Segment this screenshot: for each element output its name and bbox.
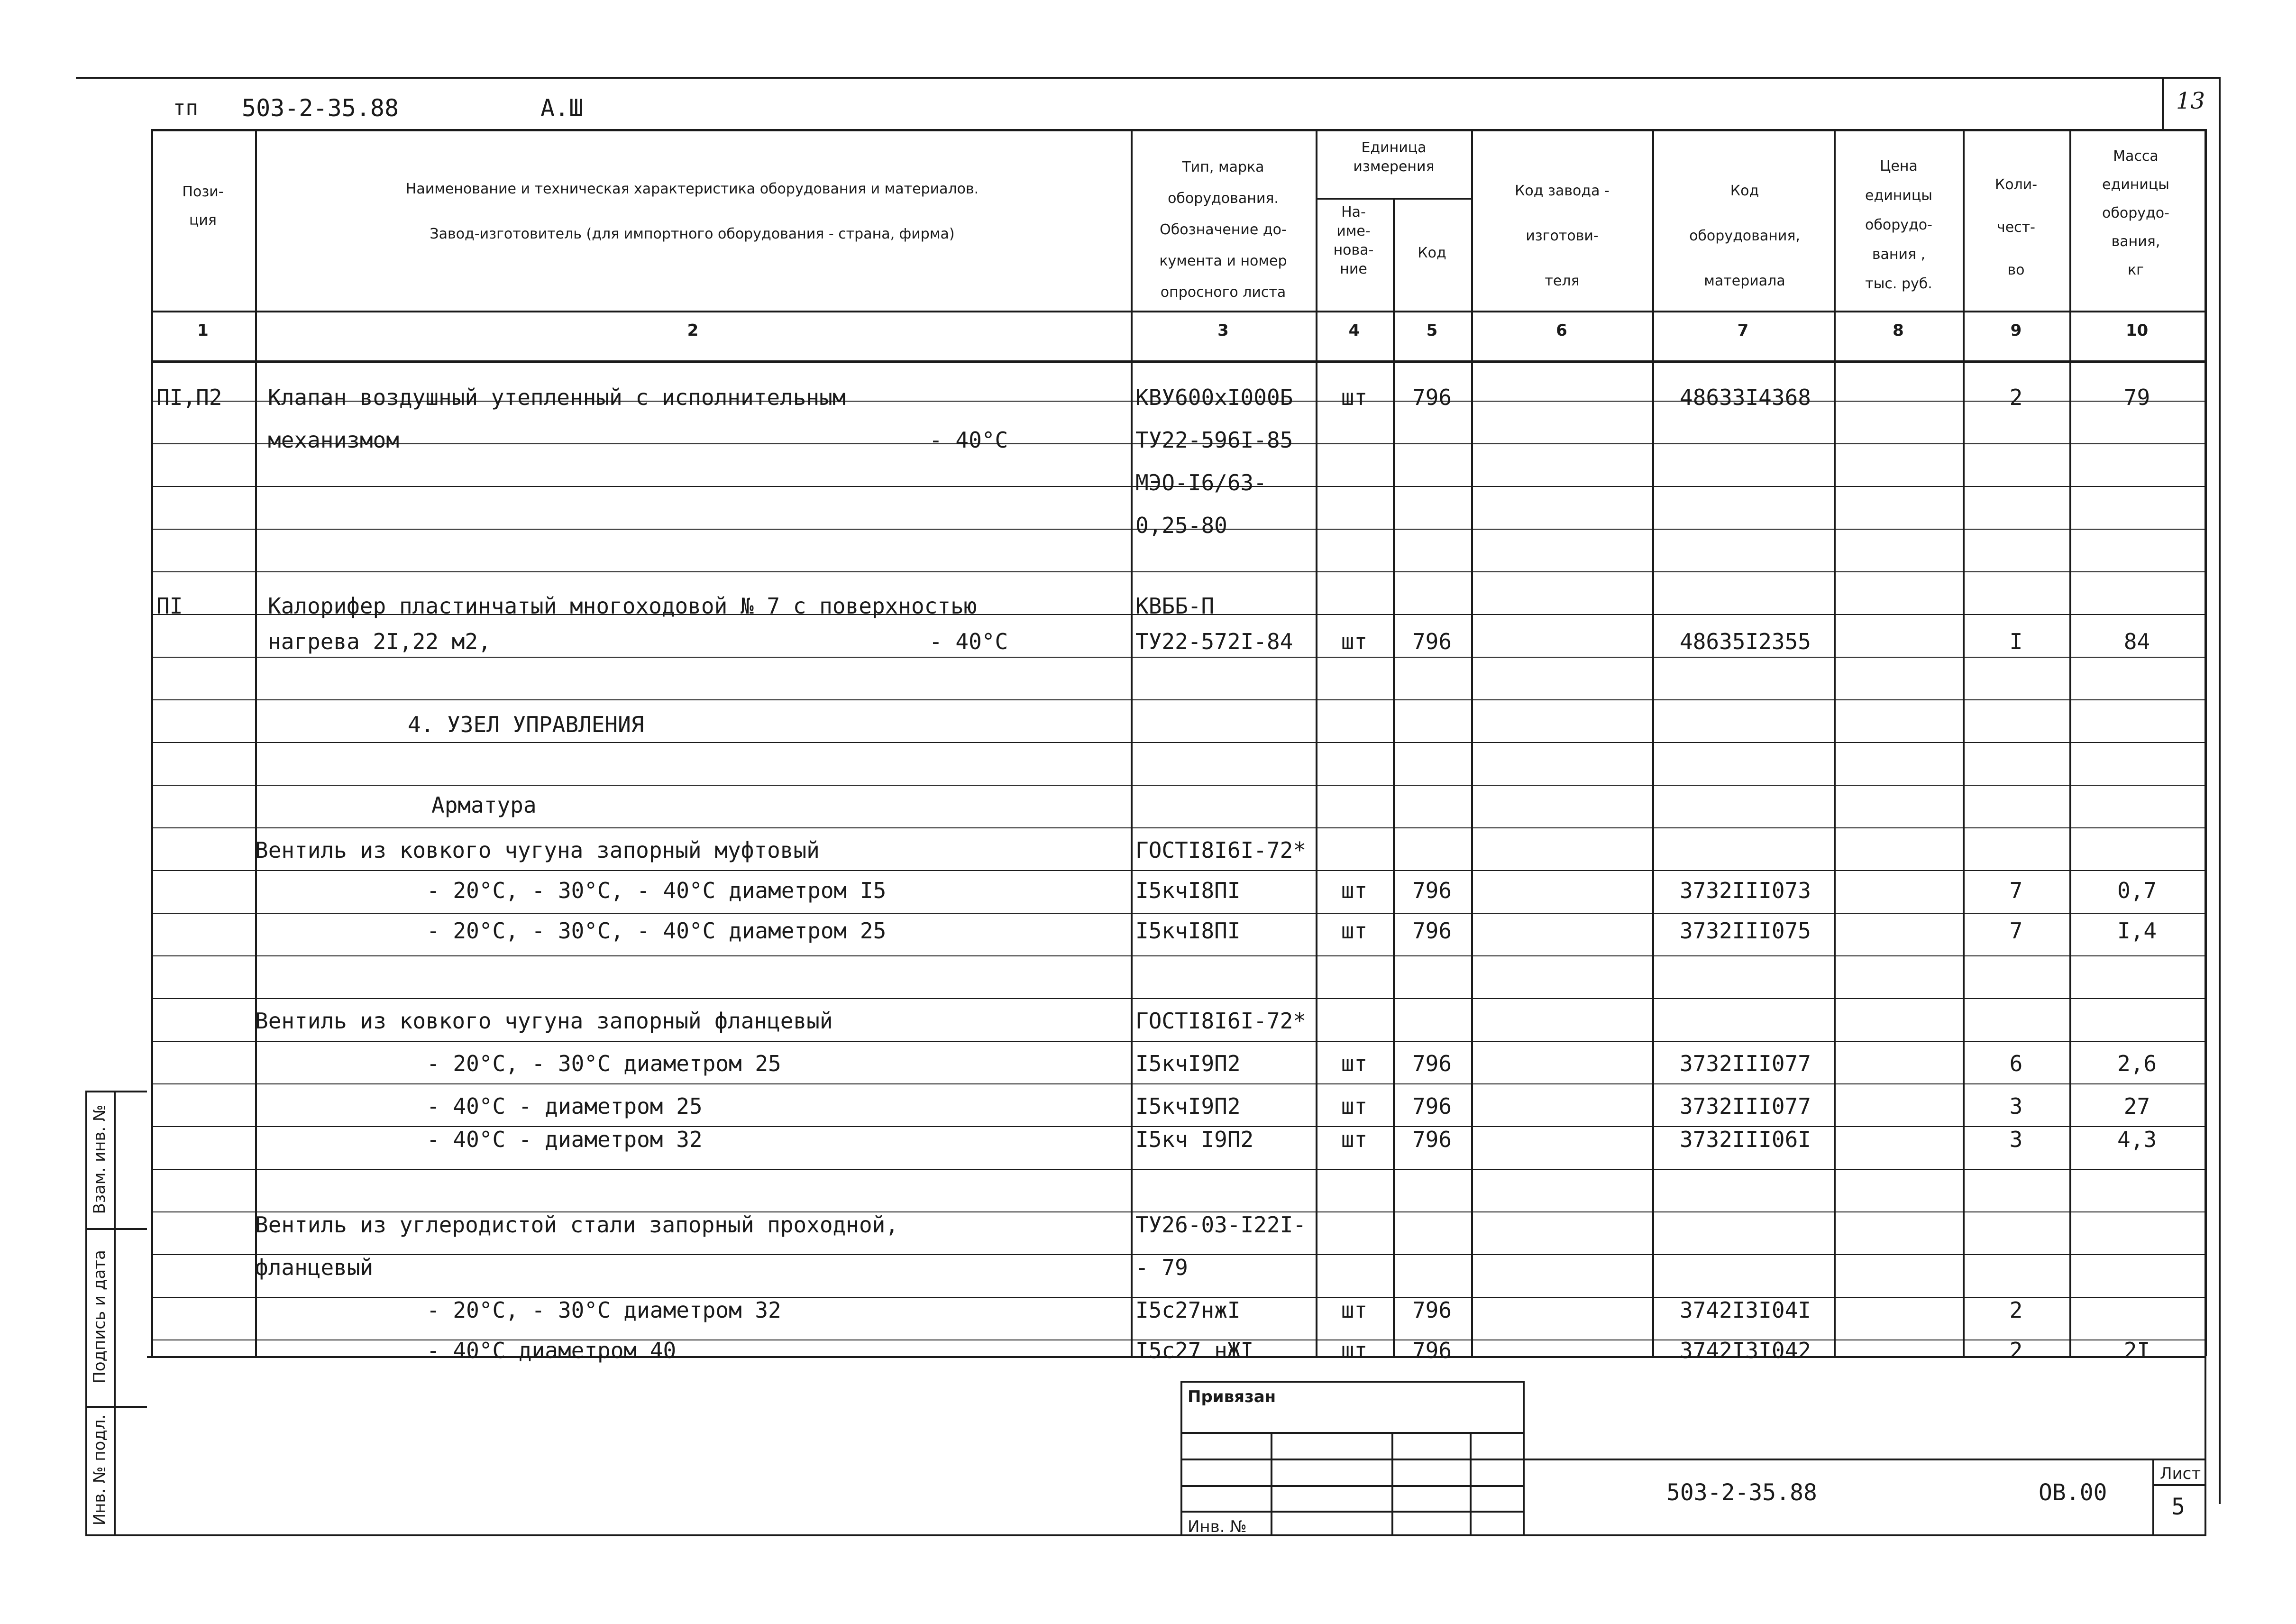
- row-quantity: 2: [2009, 1297, 2023, 1323]
- row-unit: шт: [1341, 1127, 1368, 1152]
- row-unit-code: 796: [1412, 1297, 1452, 1323]
- row-type: - 79: [1135, 1255, 1188, 1280]
- row-type: I5кчI9П2: [1135, 1093, 1241, 1119]
- column-number: 7: [1737, 321, 1749, 340]
- row-unit: шт: [1341, 385, 1368, 410]
- table-row-line: [151, 1169, 2205, 1170]
- column-number: 8: [1893, 321, 1904, 340]
- row-unit: шт: [1341, 918, 1368, 944]
- row-unit-code: 796: [1412, 385, 1452, 410]
- row-name: - 40°С - диаметром 25: [427, 1093, 703, 1119]
- table-row-line: [151, 1083, 2205, 1084]
- row-mass: 84: [2123, 629, 2150, 654]
- row-mass: 79: [2123, 385, 2150, 410]
- row-type: I5с27 нЖI: [1135, 1338, 1254, 1363]
- column-number: 9: [2010, 321, 2022, 340]
- column-numbers-bottom-line: [151, 360, 2205, 363]
- row-name: - 40°С - диаметром 32: [427, 1127, 703, 1152]
- row-quantity: 6: [2009, 1051, 2023, 1076]
- table-row-line: [151, 657, 2205, 658]
- table-row-line: [151, 571, 2205, 572]
- column-number: 1: [197, 321, 209, 340]
- column-number: 3: [1217, 321, 1229, 340]
- row-name: фланцевый: [255, 1255, 374, 1280]
- stamp-prefix: тп: [173, 96, 198, 120]
- row-unit: шт: [1341, 1338, 1368, 1363]
- header-name-line1: Наименование и техническая характеристика оборудования и материалов.: [405, 181, 979, 197]
- row-mass: 2I: [2123, 1338, 2150, 1363]
- column-number: 5: [1426, 321, 1438, 340]
- tb-sheet-label: Лист: [2160, 1464, 2201, 1483]
- row-name: - 20°С, - 30°С диаметром 32: [427, 1297, 781, 1323]
- row-type: ТУ22-572I-84: [1135, 629, 1293, 654]
- row-type: КВББ-П: [1135, 593, 1215, 619]
- row-unit: шт: [1341, 1093, 1368, 1119]
- tb-privyazan: Привязан: [1188, 1387, 1276, 1406]
- row-unit: шт: [1341, 629, 1368, 654]
- row-mass: 0,7: [2117, 878, 2157, 903]
- row-type: I5кч I9П2: [1135, 1127, 1254, 1152]
- tb-code: 503-2-35.88: [1666, 1479, 1817, 1506]
- side-stamp-vzam: Взам. инв. №: [90, 1104, 109, 1214]
- tb-h3: [1180, 1485, 1524, 1487]
- row-unit-code: 796: [1412, 1127, 1452, 1152]
- row-type: I5кчI8ПI: [1135, 878, 1241, 903]
- tb-right: [2205, 1356, 2206, 1536]
- row-unit-code: 796: [1412, 629, 1452, 654]
- table-row-line: [151, 742, 2205, 743]
- row-unit-code: 796: [1412, 878, 1452, 903]
- header-unit-name: На- име- нова- ние: [1333, 204, 1374, 277]
- row-name: Калорифер пластинчатый многоходовой № 7 с поверхностью: [268, 593, 977, 619]
- side-stamp-inv-podl: Инв. № подл.: [90, 1414, 109, 1526]
- header-price: Цена единицы оборудо- вания , тыс. руб.: [1865, 158, 1932, 292]
- header-mass: Масса единицы оборудо- вания, кг: [2102, 148, 2169, 278]
- tb-h-main: [1523, 1459, 2205, 1460]
- row-quantity: 7: [2009, 918, 2023, 944]
- column-number: 4: [1348, 321, 1360, 340]
- tb-h2: [1180, 1459, 1524, 1460]
- unit-group-divider: [1316, 198, 1471, 200]
- side-stamp-podpis: Подпись и дата: [90, 1250, 109, 1384]
- subsection-heading: Арматура: [431, 792, 537, 818]
- row-unit-code: 796: [1412, 1051, 1452, 1076]
- side-stamp-mid: [114, 1091, 116, 1536]
- tb-v3: [1391, 1432, 1393, 1535]
- row-material-code: 48635I2355: [1680, 629, 1811, 654]
- header-quantity: Коли- чест- во: [1994, 176, 2038, 278]
- tb-section: ОВ.00: [2039, 1479, 2107, 1506]
- row-type: ГОСТI8I6I-72*: [1135, 837, 1307, 863]
- row-type: КВУ600хI000Б: [1135, 385, 1293, 410]
- table-top-border: [151, 129, 2206, 131]
- row-type: I5кчI9П2: [1135, 1051, 1241, 1076]
- table-row-line: [151, 699, 2205, 700]
- row-material-code: 48633I4368: [1680, 385, 1811, 410]
- row-mass: 2,6: [2117, 1051, 2157, 1076]
- row-unit-code: 796: [1412, 918, 1452, 944]
- section-heading: 4. УЗЕЛ УПРАВЛЕНИЯ: [408, 712, 644, 737]
- header-unit-code: Код: [1418, 245, 1446, 261]
- row-name: нагрева 2I,22 м2,: [268, 629, 491, 654]
- title-block-bottom: [147, 1534, 2205, 1536]
- page-number-box-left: [2162, 77, 2164, 129]
- row-quantity: 2: [2009, 1338, 2023, 1363]
- row-quantity: 7: [2009, 878, 2023, 903]
- table-row-line: [151, 785, 2205, 786]
- row-material-code: 3732III077: [1680, 1093, 1811, 1119]
- table-row-line: [151, 955, 2205, 956]
- album-label: А.Ш: [540, 94, 584, 122]
- table-row-line: [151, 998, 2205, 999]
- row-material-code: 3732III06I: [1680, 1127, 1811, 1152]
- row-name: - 20°С, - 30°С, - 40°С диаметром 25: [427, 918, 887, 944]
- row-position: ПI: [156, 593, 183, 619]
- table-right-border: [2205, 129, 2207, 1356]
- row-quantity: I: [2009, 629, 2023, 654]
- row-type: I5с27нжI: [1135, 1297, 1241, 1323]
- tb-v2: [1271, 1432, 1272, 1535]
- row-unit: шт: [1341, 878, 1368, 903]
- row-name: Вентиль из ковкого чугуна запорный муфтовый: [255, 837, 820, 863]
- row-name: - 20°С, - 30°С, - 40°С диаметром I5: [427, 878, 887, 903]
- tb-inv-no: Инв. №: [1188, 1517, 1247, 1536]
- row-name: - 20°С, - 30°С диаметром 25: [427, 1051, 781, 1076]
- row-temperature: - 40°С: [929, 629, 1008, 654]
- tb-h4: [1180, 1511, 1524, 1513]
- column-number: 10: [2125, 321, 2149, 340]
- table-row-line: [151, 870, 2205, 871]
- row-temperature: - 40°С: [929, 427, 1008, 453]
- page-number: 13: [2176, 88, 2205, 114]
- header-type: Тип, марка оборудования. Обозначение до- кумента и номер опросного листа: [1159, 159, 1287, 301]
- side-stamp-left: [85, 1091, 87, 1536]
- row-type: ТУ26-03-I22I-: [1135, 1212, 1307, 1238]
- row-name: Вентиль из ковкого чугуна запорный фланцевый: [255, 1008, 833, 1034]
- table-row-line: [151, 913, 2205, 914]
- header-unit-group: Единица измерения: [1353, 139, 1435, 175]
- tb-sheet-number: 5: [2171, 1494, 2185, 1520]
- row-unit-code: 796: [1412, 1093, 1452, 1119]
- row-mass: 27: [2123, 1093, 2150, 1119]
- column-number: 2: [687, 321, 699, 340]
- tb-v4: [1470, 1432, 1472, 1535]
- column-number: 6: [1556, 321, 1567, 340]
- row-quantity: 3: [2009, 1127, 2023, 1152]
- row-material-code: 3732III073: [1680, 878, 1811, 903]
- row-material-code: 3732III075: [1680, 918, 1811, 944]
- header-position: Пози- ция: [182, 184, 224, 229]
- row-quantity: 2: [2009, 385, 2023, 410]
- row-unit: шт: [1341, 1051, 1368, 1076]
- header-name-line2: Завод-изготовитель (для импортного оборудования - страна, фирма): [430, 226, 955, 242]
- row-mass: I,4: [2117, 918, 2157, 944]
- row-quantity: 3: [2009, 1093, 2023, 1119]
- table-row-line: [151, 1041, 2205, 1042]
- document-code: 503-2-35.88: [242, 94, 399, 122]
- row-name: механизмом: [268, 427, 399, 453]
- tb-h1: [1180, 1432, 1524, 1434]
- right-border-line: [2219, 77, 2221, 1504]
- row-unit-code: 796: [1412, 1338, 1452, 1363]
- row-material-code: 3732III077: [1680, 1051, 1811, 1076]
- row-mass: 4,3: [2117, 1127, 2157, 1152]
- row-type: 0,25-80: [1135, 513, 1227, 538]
- header-factory-code: Код завода - изготови- теля: [1515, 183, 1610, 289]
- row-type: МЭО-I6/63-: [1135, 470, 1267, 495]
- tb-sheet-left: [2152, 1459, 2154, 1536]
- top-border-line: [76, 77, 2219, 79]
- row-unit: шт: [1341, 1297, 1368, 1323]
- row-name: - 40°С диаметром 40: [427, 1338, 677, 1363]
- row-name: Клапан воздушный утепленный с исполнительным: [268, 385, 846, 410]
- table-column-line: [1393, 198, 1395, 1356]
- row-material-code: 3742I3I04I: [1680, 1297, 1811, 1323]
- tb-h-top: [1180, 1381, 1524, 1383]
- row-material-code: 3742I3I042: [1680, 1338, 1811, 1363]
- table-row-line: [151, 827, 2205, 828]
- row-name: Вентиль из углеродистой стали запорный проходной,: [255, 1212, 899, 1238]
- row-type: ГОСТI8I6I-72*: [1135, 1008, 1307, 1034]
- row-type: ТУ22-596I-85: [1135, 427, 1293, 453]
- row-type: I5кчI8ПI: [1135, 918, 1241, 944]
- row-position: ПI,П2: [156, 385, 222, 410]
- header-material-code: Код оборудования, материала: [1689, 183, 1800, 289]
- header-bottom-line: [151, 311, 2205, 312]
